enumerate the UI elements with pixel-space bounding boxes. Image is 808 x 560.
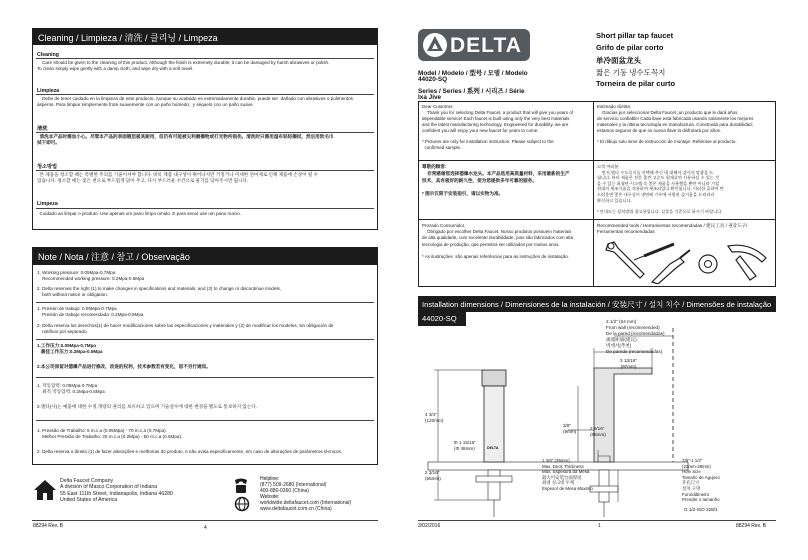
product-name-ko: 짧은 기둥 냉수도꼭지 <box>596 68 666 77</box>
dim-hole-size: 7/8"-1 1/2" (22mm-38mm) Hole Size Tamaño de Agujero 开孔尺寸 설치 구멍 Furo/diâmetro Prender o tamanho <box>682 458 720 503</box>
company-address: Delta Faucet Company A division of Masco Corporation of Indiana 55 East 111th Street, Indianapolis, Indiana 46280 United States of America <box>60 478 173 503</box>
product-name-es: Grifo de pilar corto <box>596 43 664 52</box>
tape-icon <box>699 255 717 273</box>
note-es-1: 1. Presión de trabajo: 0.05Mpa-0.7Mpa Presión de trabajo recomendada: 0.2Mpa-0.5Mpa <box>37 306 144 318</box>
note-zh-1: 1.工作压力:0.05Mpa-0.7Mpa 最佳工作压力:0.2Mpa-0.5Mpa <box>37 343 103 355</box>
delta-logo-icon <box>422 32 448 58</box>
delta-logo-text: DELTA <box>450 34 522 57</box>
cleaning-head-zh: 清洗 <box>37 126 48 132</box>
note-pt-1: 1. Pressão de Trabalho: 5 m.c.a (0.05Mpa) - 70 m.c.a (0.7Mpa). Melhor Pressão de Trabalho: 20 m.c.a (0.2Mpa) - 50 m.c.a (0.5Mpa). <box>37 428 183 440</box>
install-title: Installation dimensions / Dimensiones de la instalación / 安装尺寸 / 설치 치수 / Dimensões de instalação <box>418 296 776 312</box>
note-en-1: 1. Working pressure: 0.05Mpa-0.7Mpa Recommended working pressure: 0.2Mpa-0.5Mpa <box>37 270 145 282</box>
cleaning-text-es: Debe de tener cuidado en la limpieza de este producto. Aunque su acabado es extremadamente durable, puede ser dañado con abrasivos o pulimentos ásperos. Para limpiar simplemente frote suavemente con un paño húmedo, y séquelo con un paño suave. <box>37 96 353 108</box>
phone-icon <box>232 478 250 494</box>
tools-title: Recommended tools / Herramientas recomendadas / 建议工具 / 권장도구/ Ferramentas recomendadas <box>597 223 748 234</box>
model-label: Model / Modelo / 型号 / 모델 / Modelo <box>418 70 528 77</box>
home-icon <box>32 478 58 502</box>
intro-en: Dear Customer, Thank you for selecting Delta Faucet, a product that will give you years of dependable service! Each faucet is built using only the very best materials and the latest manufacturing technology. Engineered for durability, we are confident you will enjoy your new faucet for years to come. * Pictures are only for installation instruction. Please subject to the confirmed sample. <box>422 104 573 151</box>
cleaning-head-es: Limpieza <box>37 88 60 94</box>
website-label: Website: <box>260 494 280 500</box>
footer-left-docnum: 88294 Rev. B <box>33 523 63 529</box>
series-label: Series / Series / 系列 / 시리즈 / Série <box>418 88 525 95</box>
cleaning-head-ko: 청소방법 <box>37 164 58 170</box>
footer-left-page: 4 <box>204 525 207 531</box>
wrench-icon <box>606 242 644 278</box>
product-name-en: Short pillar tap faucet <box>596 31 674 40</box>
series-name: Ixa Jive <box>418 94 442 101</box>
globe-icon <box>234 496 250 512</box>
faucet-mark: DELTA <box>487 446 499 450</box>
note-ko-2: 2.델타(사)는 예품에 대한 수정,개량의 권리를 보유하고 있으며 기술설수에 대한 변경을 별도로 통보하지 않는다. <box>37 404 258 409</box>
dim-base-diameter: Φ 1 15/16" (Φ 48mm) <box>454 440 476 451</box>
faucet-dimension-drawing <box>418 312 776 522</box>
note-zh-2: 2.本公司保留对德爆产品进行修改、改进的权利，技术参数若有变化，恕不另行通知。 <box>37 364 211 369</box>
dim-total-height: 4 3/4" (120mm) <box>425 412 444 423</box>
cleaning-head-en: Cleaning <box>37 52 59 58</box>
footer-right-page: 1 <box>598 523 601 529</box>
faucet-side-view <box>590 368 652 517</box>
basin-wrench-icon <box>728 245 766 280</box>
intro-zh: 尊敬的顾客: 非常感谢您选择德爆水龙头。本产品选用高质量材料，采用最新的生产 技术，具有极好的耐久性，使为您提供多年可靠的服务。 * 图示仅限于安装指引，请以实物为准。 <box>422 164 570 197</box>
dim-aerator: 3/8" (9mm) <box>563 423 577 434</box>
note-pt-2: 2. Delta reserva o direito (1) de fazer alterações e melhorias do produto, e não avisa especificamente, em caso de alterações de parâmetros técnicos. <box>37 449 343 454</box>
helpline-label: Helpline: <box>260 476 280 482</box>
intro-pt: Prezado Consumidor, Obrigado por escolher Delta Faucet. Nosso produtos possuem materiais de alta qualidade, com excelente durabilidade, pois são fabricados com alta tecnologia de produção, que permitira ser utilizados por muitos anos. * As ilustrações são apenas referências para as instruções de instalação. <box>422 223 574 260</box>
website-urls: worldwide.deltafaucet.com (International) www.deltafaucet.com.cn (China) <box>260 500 352 513</box>
screwdriver-icon <box>634 244 674 260</box>
note-es-2: 2. Delta reserva los derechos(1) de hacer modificaciones sobre las especificaciones y materiales y (2) de modificar los modelos, sin obligación de notificar por separado. <box>37 323 334 335</box>
cleaning-title: Cleaning / Limpieza / 清洗 / 클리닝 / Limpeza <box>32 28 378 45</box>
dim-spout-reach: 3 13/16" (97mm) <box>620 358 637 369</box>
install-model: 44020-SQ <box>418 312 466 326</box>
dim-spout-height: 2 9/16" (65mm) <box>590 426 606 437</box>
cleaning-text-pt: Cuidado ao limpar o produto. Use apenas um pano limpo úmido. E para secar use um pano macio. <box>37 211 242 216</box>
cleaning-text-en: Care should be given to the cleaning of this product. Although the finish is extremely durable, it can be damaged by harsh abrasives or polish. To clean simply wipe gently with a damp cloth, and wipe dry with a soft towel. <box>37 60 330 72</box>
helpline-numbers: (877) 509-2680 (International) 400-880-0360 (China) <box>260 482 327 495</box>
cleaning-head-pt: Limpeza <box>37 201 58 207</box>
dim-shank-length: 2 3/16" (55mm) <box>425 470 441 481</box>
footer-date: 3/02/2016 <box>418 523 441 529</box>
intro-es: Estimado cliente, Gracias por seleccionar Delta Faucet ¡un producto que le dará años de servicio confiable! Cada llave está fabricada usando solamente los mejores materiales y la última tecnología en manufactura. Construida para durabilidad; estamos seguros de que su nueva llave la disfrutará por años. * El dibujo solo sirve de instrucción de montaje. Refiérase al producto. <box>597 104 754 145</box>
model-number: 44020-SQ <box>418 76 448 83</box>
footer-right-docnum: 88294 Rev. B <box>736 523 766 529</box>
product-name-zh: 单冷面盆龙头 <box>596 56 641 65</box>
intro-ko: 고객 여러분, 먼저 델타 수도꼭지를 선택해 주신 데 대해서 감사의 말씀을 드 립니다. 바티 제품은 전문 졸컨 고순도 원재료만 사용하실 수 있는 것 을 수 있는 최첨단 시스템 속 좋은 제품을 사용했을 뿐만 아니라 기업 현대의 제조기술을 적용하여 제조되었다 확인합니다. 이러한 곱하여 반 드러운면 좋은 내구성이 냉면에 기우에 서원히 즐거움을 드리리라 확신하고 있습니다. * 안내도는 설치방법 참고용입니다. 실물을 기준으로 하시기 바랍니다. <box>597 164 724 214</box>
dim-thread: G 1/2-ISO 228/1 <box>684 507 718 512</box>
note-title: Note / Nota / 注意 / 참고 / Observação <box>32 247 378 265</box>
pliers-icon <box>652 250 690 284</box>
note-en-2: 2. Delta reserves the right (1) to make changes in specifications and materials, and (2) to change or discontinue models, both without notice or obligation. <box>37 286 282 298</box>
cleaning-text-ko: 본 제품을 청소할 때는 특별한 주의를 기울이셔야 합니다. 비록 제품 내구성이 뛰어나지만 거칠거나 미세한 연마제로 인해 제품에 손상이 될 수 있습니다. 청소할 때는 젖은 천으로 부드럽게 닦아 주고, 다시 부드러운 수건으로 물기를 닦아주시면 됩니다. <box>37 172 319 184</box>
delta-logo <box>418 29 530 61</box>
product-name-pt: Torneira de pilar curto <box>596 79 676 88</box>
tools-illustration <box>600 238 772 284</box>
note-ko-1: 1. 작동압력: 0.05Mpa-0.7Mpa 최적 작동압력: 0.2Mpa-0.5Mpa <box>37 383 105 395</box>
faucet-front-view <box>476 370 512 517</box>
dim-deck-thickness: 1 3/8" (35mm) Max. Deck Thickness Max. Espesura da Mesa 最大可安装台面厚度 최대 싱크대 두께 Espesor de Mesa Maximo <box>542 458 593 491</box>
cleaning-text-zh: 清洗本产品时需加小心。尽管本产品的表面镀层极其耐用，但仍有可能被尖利磨擦物或打光物所损伤。清洗时只需用湿布轻轻擦拭，然后用软毛巾 拭干即可。 <box>37 134 334 146</box>
dim-from-wall: 2 1/2" (64 mm) From wall (recommended) De la pared (recomendadas) 离墙距离(建议) 벽에서(추천) De parede (recomendadas) <box>606 319 665 354</box>
